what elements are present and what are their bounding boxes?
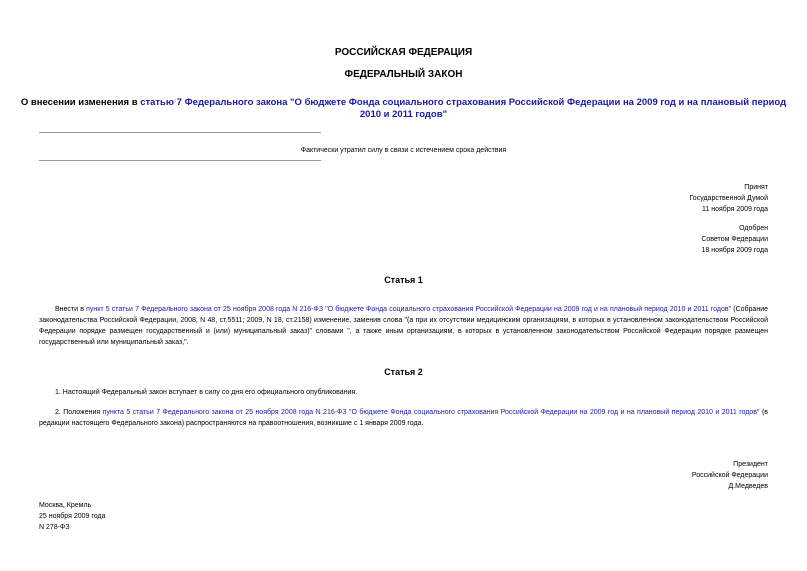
adopted-line3: 11 ноября 2009 года xyxy=(702,206,768,213)
law-title-prefix: О внесении изменения в xyxy=(20,97,141,108)
country-heading: РОССИЙСКАЯ ФЕДЕРАЦИЯ xyxy=(334,47,473,58)
law-title-link-line2[interactable]: 2010 и 2011 годов" xyxy=(359,109,448,120)
approved-line3: 18 ноября 2009 года xyxy=(701,247,768,254)
article2-p2-prefix: 2. Положения xyxy=(55,409,103,416)
divider-bottom xyxy=(39,160,321,161)
footer-block xyxy=(39,500,105,533)
footer-place: Москва, Кремль xyxy=(39,502,92,509)
signature-org: Российской Федерации xyxy=(691,472,768,479)
footer-date: 25 ноября 2009 года xyxy=(39,513,106,520)
adopted-line1: Принят xyxy=(744,184,768,191)
adopted-line2: Государственной Думой xyxy=(689,195,768,202)
article1-body: (Собрание законодательства Российской Федерации, 2008, N 48, ст.5511; 2009, N 18, ст.2158) изменение, заменив слова "(а при их отсутствии медицинским организациям, в которых в установленном законодательством Российской Федерации порядке размещен государственный и (или) муниципальный заказ)" словами ", а также иным организациям, в которых в установленном законодательством Российской Федерации порядке размещен государственный или муниципальный заказ,". xyxy=(39,306,768,346)
article2-heading: Статья 2 xyxy=(384,367,423,377)
signature-block xyxy=(692,459,768,492)
article1-link[interactable]: пункт 5 статьи 7 Федерального закона от 25 ноября 2008 года N 216-ФЗ "О бюджете Фонда социального страхования Российской Федерации на 2009 год и на плановый период 2010 и 2011 годов" xyxy=(86,306,732,313)
divider-top xyxy=(39,132,321,133)
approved-line1: Одобрен xyxy=(739,225,768,232)
signature-name: Д.Медведев xyxy=(728,483,768,490)
approved-line2: Советом Федерации xyxy=(701,236,768,243)
signature-title: Президент xyxy=(733,461,768,468)
status-note: Фактически утратил силу в связи с истечением срока действия xyxy=(300,147,507,154)
article1-text xyxy=(39,304,768,348)
doc-type-heading: ФЕДЕРАЛЬНЫЙ ЗАКОН xyxy=(344,69,463,80)
article2-p2-body: (в редакции настоящего Федерального закона) распространяются на правоотношения, возникшие с 1 января 2009 года. xyxy=(39,409,768,427)
adopted-block xyxy=(689,182,768,215)
law-title-link[interactable]: статью 7 Федерального закона "О бюджете Фонда социального страхования Российской Федерации на 2009 год и на плановый период xyxy=(140,97,787,108)
article2-p2-link[interactable]: пункта 5 статьи 7 Федерального закона от 25 ноября 2008 года N 216-ФЗ "О бюджете Фонда социального страхования Российской Федерации на 2009 год и на плановый период 2010 и 2011 годов" xyxy=(102,409,760,416)
approved-block xyxy=(701,223,768,256)
law-title xyxy=(0,97,807,121)
article1-prefix: Внести в xyxy=(55,306,87,313)
article2-p1: 1. Настоящий Федеральный закон вступает в силу со дня его официального опубликования. xyxy=(55,389,358,396)
article1-heading: Статья 1 xyxy=(384,275,423,285)
footer-number: N 278-ФЗ xyxy=(39,524,70,531)
article2-p2 xyxy=(39,407,768,429)
